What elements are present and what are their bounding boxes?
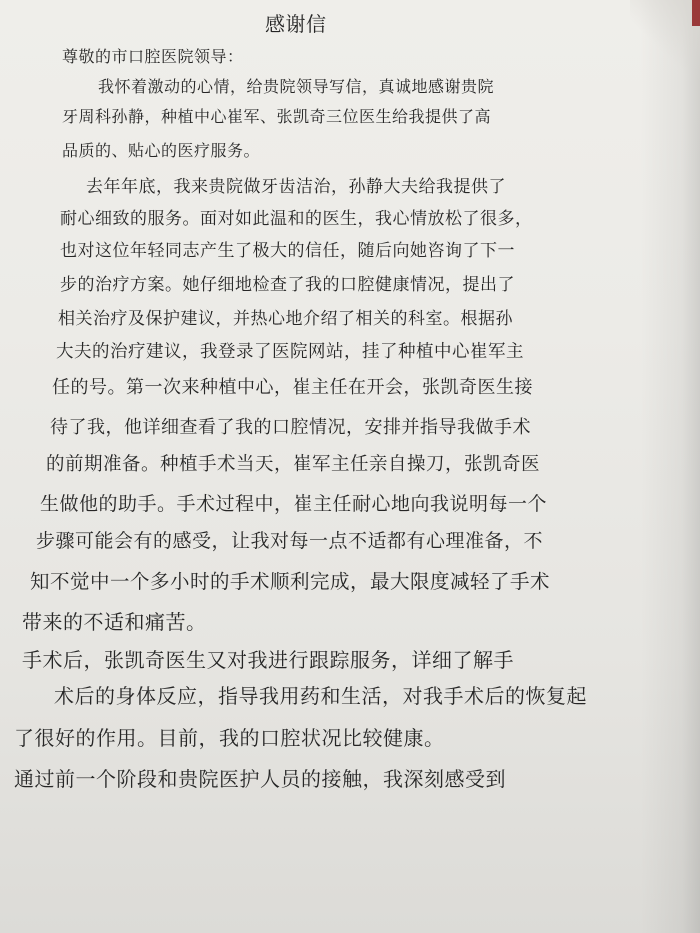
letter-line: 步的治疗方案。她仔细地检查了我的口腔健康情况，提出了 [60,275,515,295]
letter-line: 手术后，张凯奇医生又对我进行跟踪服务，详细了解手 [22,648,514,672]
letter-line: 相关治疗及保护建议，并热心地介绍了相关的科室。根据孙 [58,309,513,329]
letter-line: 品质的、贴心的医疗服务。 [62,141,261,160]
letter-line: 耐心细致的服务。面对如此温和的医生，我心情放松了很多， [60,209,533,229]
letter-line: 步骤可能会有的感受，让我对每一点不适都有心理准备，不 [36,530,544,552]
letter-line: 牙周科孙静，种植中心崔军、张凯奇三位医生给我提供了高 [62,107,492,126]
page-shadow [640,0,700,933]
corner-mark [692,0,700,26]
letter-line: 我怀着激动的心情，给贵院领导写信，真诚地感谢贵院 [98,77,495,96]
letter-line: 生做他的助手。手术过程中，崔主任耐心地向我说明每一个 [40,493,548,515]
letter-line: 去年年底，我来贵院做牙齿洁治，孙静大夫给我提供了 [86,177,506,197]
letter-line: 也对这位年轻同志产生了极大的信任，随后向她咨询了下一 [60,241,515,261]
letter-line: 知不觉中一个多小时的手术顺利完成，最大限度减轻了手术 [30,570,551,593]
letter-line: 了很好的作用。目前，我的口腔状况比较健康。 [14,726,445,750]
letter-line: 待了我，他详细查看了我的口腔情况，安排并指导我做手术 [50,417,531,438]
letter-line: 大夫的治疗建议，我登录了医院网站，挂了种植中心崔军主 [56,342,524,362]
letter-line: 带来的不适和痛苦。 [22,610,207,634]
letter-title: 感谢信 [265,12,327,36]
letter-line: 术后的身体反应，指导我用药和生活，对我手术后的恢复起 [54,684,587,708]
letter-line: 的前期准备。种植手术当天，崔军主任亲自操刀，张凯奇医 [46,454,541,475]
letter-salutation: 尊敬的市口腔医院领导： [62,47,244,66]
paper-fold [630,0,700,80]
letter-line: 通过前一个阶段和贵院医护人员的接触，我深刻感受到 [14,767,506,791]
letter-line: 任的号。第一次来种植中心，崔主任在开会，张凯奇医生接 [52,377,533,398]
